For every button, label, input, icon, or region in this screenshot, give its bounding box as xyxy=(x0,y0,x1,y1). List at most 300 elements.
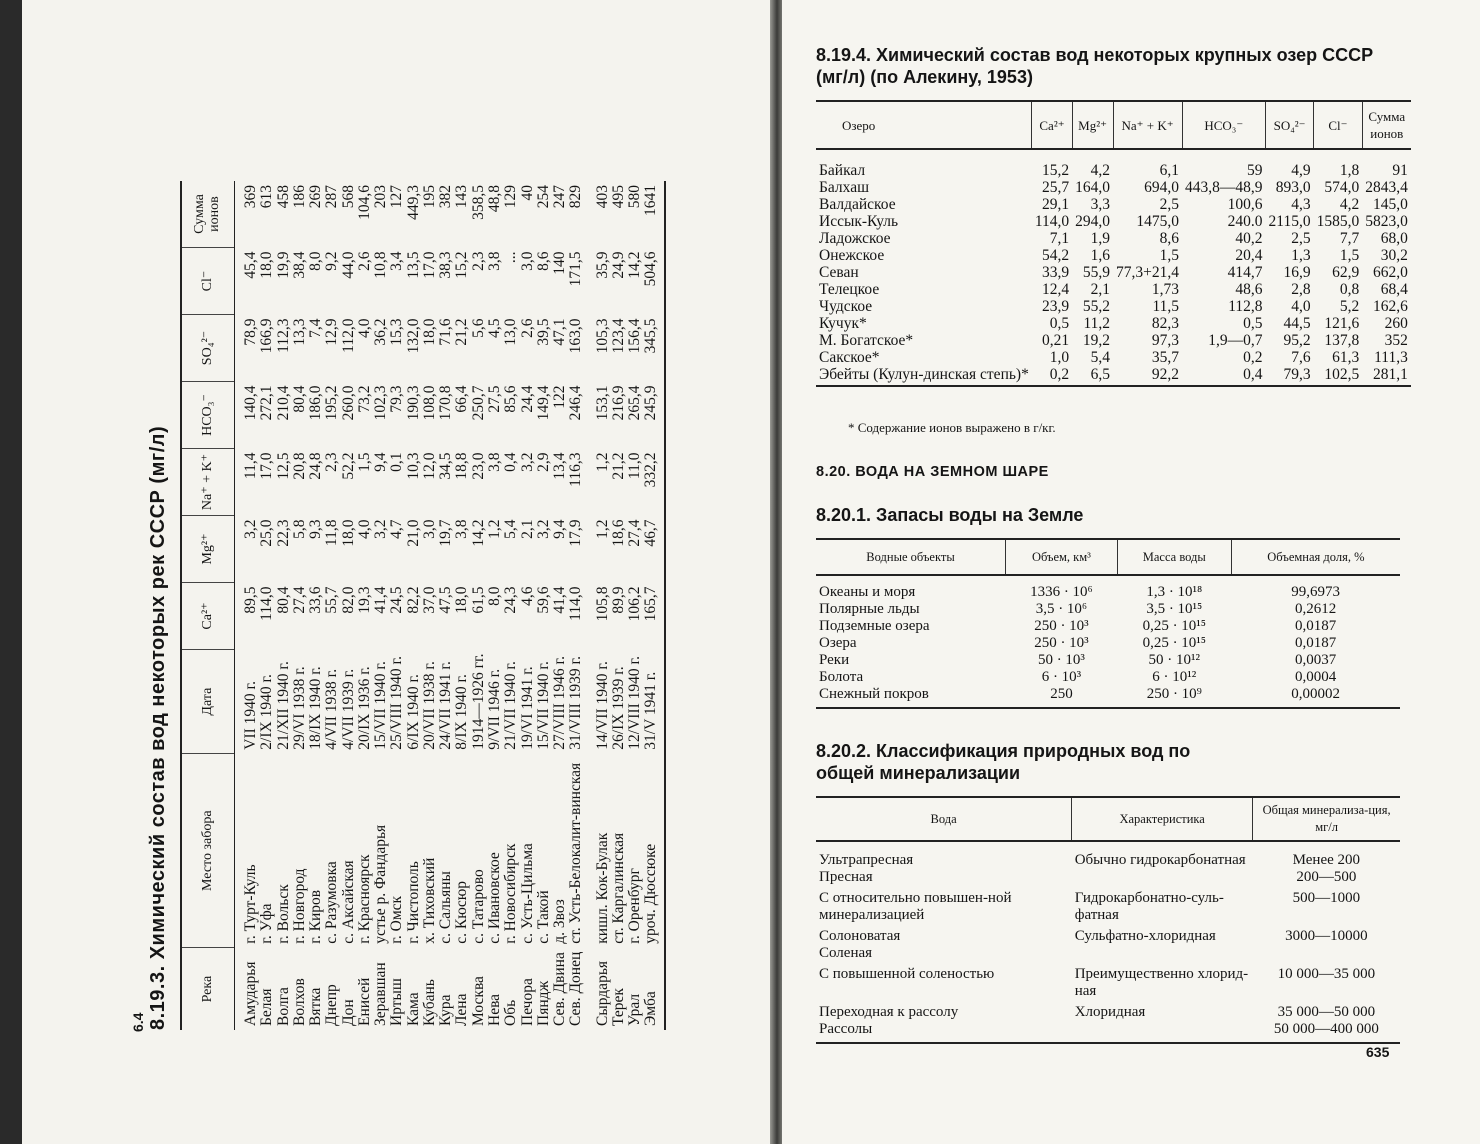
table-cell: Озера xyxy=(819,635,857,651)
table-cell: 190,3 xyxy=(404,385,422,421)
table-cell: 13,5 xyxy=(404,251,422,279)
water-type-cell xyxy=(816,1002,1072,1043)
table-cell: Подземные озера xyxy=(819,618,930,634)
table-cell: Чудское xyxy=(819,298,873,315)
table-cell: 4,7 xyxy=(388,519,406,539)
table-cell: М. Богатское* xyxy=(819,332,914,349)
table-cell: 61,5 xyxy=(469,586,487,614)
reserves-title: 8.20.1. Запасы воды на Земле xyxy=(816,505,1084,525)
table-cell: 62,9 xyxy=(1332,264,1360,281)
table-row xyxy=(422,181,438,1030)
table-cell: г. Омск xyxy=(388,895,406,944)
river-table-block xyxy=(147,40,767,1030)
classification-title: 8.20.2. Классификация природных вод по общей минерализации xyxy=(816,741,1191,783)
table-cell: 68,4 xyxy=(1380,281,1408,298)
table-cell: 27,4 xyxy=(290,586,308,614)
water-type: Рассолы xyxy=(819,1021,873,1037)
table-cell: Эбейты (Кулун-динская степь)* xyxy=(816,366,1032,386)
table-row xyxy=(816,264,1411,281)
table-cell: 358,5 xyxy=(469,185,487,220)
table-cell: 21,2 xyxy=(453,318,471,346)
water-type-cell xyxy=(816,888,1072,926)
table-cell: Зеравшан xyxy=(372,962,390,1026)
table-row xyxy=(816,332,1411,349)
table-cell: 165,7 xyxy=(643,583,664,650)
water-type: С относительно повышен-ной минерализацией xyxy=(819,890,1012,923)
table-cell: 6 · 10¹² xyxy=(1152,669,1197,685)
table-cell: 14,2 xyxy=(469,519,487,547)
table-cell: 20,4 xyxy=(1235,247,1263,264)
table-cell: 13,3 xyxy=(290,318,308,346)
table-row xyxy=(816,669,1400,686)
table-cell: 1914—1926 гг. xyxy=(469,653,487,750)
water-type: Переходная к рассолу xyxy=(819,1004,959,1020)
table-cell: 31/V 1941 г. xyxy=(643,650,664,754)
table-cell: 458 xyxy=(274,185,292,209)
column-header: Объемная доля, % xyxy=(1231,539,1400,575)
table-row xyxy=(308,181,324,1030)
table-cell: Кубань xyxy=(420,979,438,1026)
table-row xyxy=(816,213,1411,230)
table-cell: 171,5 xyxy=(567,251,585,287)
table-cell: 47,1 xyxy=(551,318,569,346)
table-row xyxy=(816,247,1411,264)
table-cell: Онежское xyxy=(819,247,885,264)
table-cell: 153,1 xyxy=(593,385,611,421)
table-cell: Валдайское xyxy=(819,196,896,213)
table-cell: 1,0 xyxy=(1049,349,1070,366)
table-cell: 0,25 · 10¹⁵ xyxy=(1142,618,1207,634)
table-cell: 59,6 xyxy=(534,586,552,614)
table-cell: 27/VIII 1946 г. xyxy=(551,655,569,750)
table-cell: 104,6 xyxy=(355,185,373,220)
table-cell: 4,6 xyxy=(518,586,536,606)
table-cell: 12/VIII 1940 г. xyxy=(626,655,644,750)
table-cell: 5,2 xyxy=(1339,298,1360,315)
table-cell: 2115,0 xyxy=(1268,213,1311,230)
river-chemistry-table xyxy=(180,181,666,1030)
table-cell: 24/VII 1941 г. xyxy=(437,661,455,750)
table-cell: 3,4 xyxy=(388,251,406,271)
characteristic-cell: Преимущественно хлорид-ная xyxy=(1074,966,1249,999)
table-row xyxy=(536,181,552,1030)
table-cell: 12,9 xyxy=(323,318,341,346)
column-header: Ca²⁺ xyxy=(1032,101,1072,149)
table-row xyxy=(341,181,357,1030)
table-cell: 112,3 xyxy=(274,318,292,353)
column-header: Ca²⁺ xyxy=(181,583,235,650)
table-cell: 18,0 xyxy=(453,586,471,614)
table-cell: 82,2 xyxy=(404,586,422,614)
table-cell: 48,8 xyxy=(485,185,503,213)
table-cell: 41,4 xyxy=(551,586,569,614)
table-cell: 15,3 xyxy=(388,318,406,346)
table-cell: 1641 xyxy=(643,181,664,248)
column-header: HCO₃⁻ xyxy=(1182,101,1266,149)
table-cell: ... xyxy=(502,251,520,264)
table-cell: 27,4 xyxy=(626,519,644,547)
table-cell: 1,9 xyxy=(1090,230,1111,247)
table-cell: 24,5 xyxy=(388,586,406,614)
table-cell: 0,1 xyxy=(388,452,406,472)
column-header: Сумма ионов xyxy=(181,181,235,248)
table-row xyxy=(357,181,373,1030)
table-row xyxy=(816,230,1411,247)
table-cell: 30,2 xyxy=(1380,247,1408,264)
table-cell: 694,0 xyxy=(1144,179,1180,196)
table-cell: 15,2 xyxy=(1042,162,1070,179)
table-cell: 23,9 xyxy=(1042,298,1070,315)
table-row xyxy=(816,652,1400,669)
table-cell: 0,2 xyxy=(1243,349,1263,366)
table-cell: 77,3+21,4 xyxy=(1116,264,1180,281)
table-cell: 3,5 · 10⁶ xyxy=(1035,601,1088,617)
table-cell: 23,0 xyxy=(469,452,487,480)
table-cell: 272,1 xyxy=(258,385,276,421)
table-cell: 265,4 xyxy=(626,385,644,421)
table-cell: Снежный покров xyxy=(816,686,1006,708)
table-cell: 50 · 10³ xyxy=(1037,652,1085,668)
table-cell: 18,0 xyxy=(420,318,438,346)
table-cell: 15/VII 1940 г. xyxy=(372,661,390,750)
table-row xyxy=(627,181,643,1030)
mineralization-table xyxy=(816,796,1400,1044)
table-cell: 11,2 xyxy=(1083,315,1111,332)
table-cell: 105,3 xyxy=(593,318,611,354)
column-header: Объем, км³ xyxy=(1006,539,1118,575)
table-cell: 5,4 xyxy=(502,519,520,539)
table-cell: г. Красноярск xyxy=(355,854,373,944)
table-cell: 7,6 xyxy=(1291,349,1311,366)
table-cell: 3,2 xyxy=(372,519,390,539)
table-cell: 55,9 xyxy=(1082,264,1111,281)
table-cell: 29/VI 1938 г. xyxy=(290,666,308,750)
table-cell: 1,5 xyxy=(1339,247,1360,264)
table-cell: Телецкое xyxy=(819,281,880,298)
table-cell: 106,2 xyxy=(626,586,644,622)
table-row xyxy=(389,181,405,1030)
table-cell: Балхаш xyxy=(819,179,870,196)
table-cell: 36,2 xyxy=(372,318,390,346)
table-cell: 0,00002 xyxy=(1231,686,1400,708)
table-cell: 61,3 xyxy=(1332,349,1360,366)
table-cell: 1,73 xyxy=(1151,281,1180,298)
table-cell: 50 · 10¹² xyxy=(1148,652,1201,668)
table-cell: с. Татарово xyxy=(469,869,487,944)
table-cell: 216,9 xyxy=(609,385,627,421)
table-cell: 574,0 xyxy=(1324,179,1360,196)
table-cell: 17,0 xyxy=(420,251,438,279)
table-cell: 7,1 xyxy=(1049,230,1070,247)
table-row xyxy=(568,181,584,1030)
table-cell: 38,4 xyxy=(290,251,308,279)
table-cell: 3,5 · 10¹⁵ xyxy=(1146,601,1203,617)
table-cell: 143 xyxy=(453,185,471,209)
table-cell: 829 xyxy=(567,185,585,209)
column-header: Вода xyxy=(816,797,1072,841)
table-cell: 16,9 xyxy=(1283,264,1311,281)
characteristic-cell: Сульфатно-хлоридная xyxy=(1074,928,1216,944)
table-cell: 5,4 xyxy=(1090,349,1111,366)
table-cell: 0,4 xyxy=(1182,366,1266,386)
table-cell: 1,2 xyxy=(593,519,611,539)
table-cell: 66,4 xyxy=(453,385,471,413)
table-cell: с. Усть-Цильма xyxy=(518,843,536,944)
table-cell: 80,4 xyxy=(274,586,292,614)
table-cell: с. Такой xyxy=(534,890,552,944)
column-header: Озеро xyxy=(816,101,1032,149)
table-cell: кишл. Кок-Булак xyxy=(593,832,611,944)
table-cell: 186,0 xyxy=(307,385,325,421)
lakes-table-title: 8.19.4. Химический состав вод некоторых крупных озер СССР (мг/л) (по Алекину, 1953) xyxy=(816,45,1374,87)
column-header: Река xyxy=(181,948,235,1030)
table-cell: 0,5 xyxy=(1049,315,1070,332)
table-cell: 82,3 xyxy=(1151,315,1180,332)
table-row xyxy=(454,181,470,1030)
table-cell: 352 xyxy=(1384,332,1408,349)
table-cell: 102,5 xyxy=(1314,366,1363,386)
table-cell: 35,9 xyxy=(593,251,611,279)
table-cell: 3,3 xyxy=(1090,196,1111,213)
table-cell: Океаны и моря xyxy=(819,584,916,600)
table-cell: 0,25 · 10¹⁵ xyxy=(1142,635,1207,651)
table-cell: 114,0 xyxy=(1034,213,1070,230)
table-cell: 12,4 xyxy=(1042,281,1070,298)
table-cell: 52,2 xyxy=(339,452,357,480)
table-cell: Иртыш xyxy=(388,978,406,1026)
table-cell: 145,0 xyxy=(1372,196,1408,213)
table-cell: 443,8—48,9 xyxy=(1185,179,1263,196)
table-cell: 80,4 xyxy=(290,385,308,413)
table-cell: 46,7 xyxy=(643,516,664,583)
table-cell: 1,8 xyxy=(1339,162,1360,179)
column-header: Na⁺ + K⁺ xyxy=(1113,101,1182,149)
table-cell: 0,2 xyxy=(1032,366,1072,386)
table-cell: 114,0 xyxy=(567,586,585,621)
table-cell: 7,4 xyxy=(307,318,325,338)
column-header: Место забора xyxy=(181,754,235,948)
table-cell: 140,4 xyxy=(242,385,259,421)
table-cell: г. Оренбург xyxy=(626,868,644,944)
table-cell: 246,4 xyxy=(567,385,585,421)
table-cell: 39,5 xyxy=(534,318,552,346)
mineralization-range: 500—1000 xyxy=(1292,890,1361,906)
table-row xyxy=(816,686,1400,708)
table-cell: 260 xyxy=(1384,315,1408,332)
table-cell: 114,0 xyxy=(258,586,276,621)
table-cell: 163,0 xyxy=(567,318,585,354)
table-cell: Полярные льды xyxy=(819,601,920,617)
table-cell: 4,3 xyxy=(1291,196,1311,213)
table-cell: 89,9 xyxy=(609,586,627,614)
table-row xyxy=(816,575,1400,601)
table-cell: 54,2 xyxy=(1042,247,1070,264)
table-cell: 25/VIII 1940 г. xyxy=(388,655,406,750)
table-row xyxy=(816,964,1400,1002)
table-cell: 4,2 xyxy=(1339,196,1360,213)
table-cell: 25,7 xyxy=(1042,179,1070,196)
table-cell: 170,8 xyxy=(437,385,455,421)
table-cell: г. Уфа xyxy=(258,903,276,944)
table-cell: 40,2 xyxy=(1235,230,1263,247)
table-cell: 8,6 xyxy=(534,251,552,271)
table-row xyxy=(816,298,1411,315)
table-cell: Терек xyxy=(609,988,627,1026)
table-cell: уроч. Дюссюке xyxy=(643,754,664,948)
table-cell: 137,8 xyxy=(1324,332,1360,349)
table-cell: 45,4 xyxy=(242,251,259,279)
table-cell: Дон xyxy=(339,999,357,1026)
table-cell: 79,3 xyxy=(1266,366,1314,386)
table-cell: 254 xyxy=(534,185,552,209)
table-cell: 8/IX 1940 г. xyxy=(453,674,471,750)
table-cell: 5823,0 xyxy=(1365,213,1408,230)
table-row xyxy=(292,181,308,1030)
table-cell: 495 xyxy=(609,185,627,209)
table-cell: 68,0 xyxy=(1380,230,1408,247)
table-cell: 19,9 xyxy=(274,251,292,279)
table-row xyxy=(324,181,340,1030)
table-cell: 34,5 xyxy=(437,452,455,480)
column-header: Сумма ионов xyxy=(1362,101,1411,149)
table-cell: 17,9 xyxy=(567,519,585,547)
table-row xyxy=(503,181,519,1030)
table-cell: 18,0 xyxy=(339,519,357,547)
water-type: Ультрапресная xyxy=(819,852,914,868)
table-row xyxy=(816,281,1411,298)
table-row xyxy=(816,926,1400,964)
column-header: HCO₃⁻ xyxy=(181,382,235,449)
table-row xyxy=(816,149,1411,179)
table-cell: 14/VII 1940 г. xyxy=(593,661,611,750)
table-cell: 504,6 xyxy=(643,248,664,315)
table-row xyxy=(259,181,275,1030)
table-cell: Москва xyxy=(469,976,487,1026)
table-cell: 162,6 xyxy=(1372,298,1408,315)
column-header: SO₄²⁻ xyxy=(1266,101,1314,149)
table-cell: 662,0 xyxy=(1372,264,1408,281)
water-type: Соленая xyxy=(819,945,873,961)
column-header: Cl⁻ xyxy=(1314,101,1363,149)
table-cell: 613 xyxy=(258,185,276,209)
table-cell: 44,0 xyxy=(339,251,357,279)
table-row xyxy=(471,181,487,1030)
table-cell: 8,6 xyxy=(1159,230,1180,247)
table-cell: Сев. Донец xyxy=(567,951,585,1026)
table-cell: 4,0 xyxy=(355,519,373,539)
table-cell: д. Звоз xyxy=(551,899,569,944)
table-cell: Амударья xyxy=(242,961,259,1026)
table-cell: 2,6 xyxy=(355,251,373,271)
table-cell: Пяндж xyxy=(534,980,552,1026)
table-cell: 37,0 xyxy=(420,586,438,614)
table-cell: с. Аксайская xyxy=(339,860,357,944)
table-row xyxy=(816,601,1400,618)
table-cell: 250 xyxy=(1006,686,1118,708)
table-cell: 21,0 xyxy=(404,519,422,547)
table-cell: 15,2 xyxy=(453,251,471,279)
table-cell: 9,3 xyxy=(307,519,325,539)
table-cell: 55,7 xyxy=(323,586,341,614)
table-cell: 6,1 xyxy=(1159,162,1180,179)
table-cell: х. Тиховский xyxy=(420,857,438,944)
table-cell: 345,5 xyxy=(643,315,664,382)
table-cell: 1,6 xyxy=(1090,247,1111,264)
table-cell: 4,2 xyxy=(1090,162,1111,179)
table-cell: 121,6 xyxy=(1324,315,1360,332)
table-cell: 111,3 xyxy=(1374,349,1408,366)
table-row xyxy=(816,179,1411,196)
table-cell: 1,2 xyxy=(593,452,611,472)
table-cell: ст. Усть-Белокалит-винская xyxy=(567,762,585,944)
table-cell: Кама xyxy=(404,992,422,1026)
table-row xyxy=(643,181,664,1030)
table-cell: 0,2612 xyxy=(1295,601,1337,617)
table-cell: Байкал xyxy=(819,162,866,179)
table-cell: 20,8 xyxy=(290,452,308,480)
table-cell: 11,0 xyxy=(626,452,644,480)
table-row xyxy=(235,181,260,1030)
table-cell: 1585,0 xyxy=(1316,213,1360,230)
table-cell: 382 xyxy=(437,185,455,209)
table-cell: 156,4 xyxy=(626,318,644,354)
table-cell: 25,0 xyxy=(258,519,276,547)
left-page-number: 6.4 xyxy=(130,1012,146,1032)
table-cell: 332,2 xyxy=(643,449,664,516)
table-row xyxy=(520,181,536,1030)
table-cell: Печора xyxy=(518,978,536,1026)
table-cell: Эмба xyxy=(643,948,664,1030)
table-cell: 149,4 xyxy=(534,385,552,421)
table-cell: 0,21 xyxy=(1042,332,1070,349)
characteristic-cell: Гидрокарбонатно-суль-фатная xyxy=(1074,890,1224,923)
mineralization-range: 200—500 xyxy=(1296,869,1357,885)
table-cell: 0,8 xyxy=(1339,281,1360,298)
table-cell: 92,2 xyxy=(1113,366,1182,386)
table-cell: 18,8 xyxy=(453,452,471,480)
table-cell: 2,3 xyxy=(469,251,487,271)
table-cell: 568 xyxy=(339,185,357,209)
table-cell: 44,5 xyxy=(1283,315,1311,332)
table-cell: 2/IX 1940 г. xyxy=(258,674,276,750)
mineralization-range: 3000—10000 xyxy=(1285,928,1368,944)
table-cell: 132,0 xyxy=(404,318,422,354)
section-title: 8.20. ВОДА НА ЗЕМНОМ ШАРЕ xyxy=(816,464,1049,480)
table-cell: 14,2 xyxy=(626,251,644,279)
table-cell: 4/VII 1939 г. xyxy=(339,668,357,750)
table-cell: 19,7 xyxy=(437,519,455,547)
table-cell: 13,4 xyxy=(551,452,569,480)
water-type-cell xyxy=(816,841,1072,888)
water-type: Солоноватая xyxy=(819,928,901,944)
table-cell: 100,6 xyxy=(1227,196,1263,213)
table-cell: 112,0 xyxy=(339,318,357,353)
table-cell: Волга xyxy=(274,987,292,1026)
table-cell: 3,8 xyxy=(485,251,503,271)
mineralization-range: 50 000—400 000 xyxy=(1273,1021,1379,1037)
table-row xyxy=(438,181,454,1030)
table-cell: 82,0 xyxy=(339,586,357,614)
table-cell: 2843,4 xyxy=(1365,179,1408,196)
table-cell: 2,9 xyxy=(534,452,552,472)
table-cell: 95,2 xyxy=(1283,332,1311,349)
table-cell: г. Киров xyxy=(307,889,325,944)
table-cell: с. Кюсюр xyxy=(453,880,471,944)
table-cell: 85,6 xyxy=(502,385,520,413)
table-cell: 24,9 xyxy=(609,251,627,279)
table-cell: г. Новгород xyxy=(290,868,308,944)
characteristic-cell: Обычно гидрокарбонатная xyxy=(1074,852,1246,868)
